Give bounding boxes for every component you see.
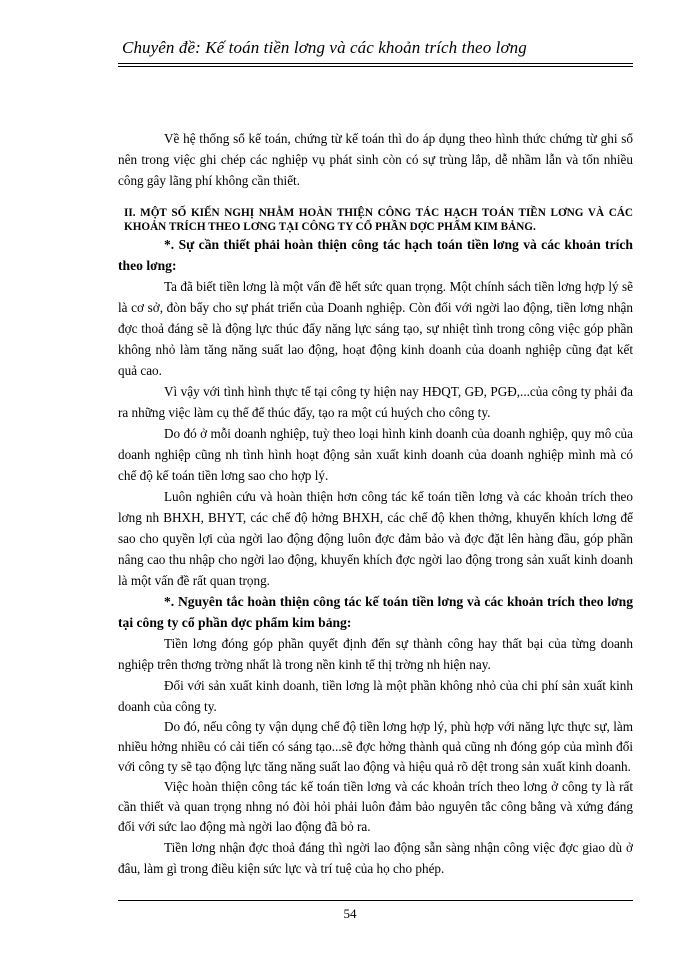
document-body — [118, 128, 633, 879]
intro-paragraph: Về hệ thống sổ kế toán, chứng từ kế toán thì do áp dụng theo hình thức chứng từ ghi sổ nên trong việc ghi chép các nghiệp vụ phát sinh còn có sự trùng lắp, dễ nhầm lẫn và tốn nhiều công gây lãng phí không cần thiết. — [118, 131, 633, 188]
paragraph-2: Vì vậy với tình hình thực tế tại công ty hiện nay HĐQT, GĐ, PGĐ,...của công ty phải đa ra những việc làm cụ thể để thúc đẩy, tạo ra một cú huých cho công ty. — [118, 384, 633, 420]
paragraph-1: Ta đã biết tiền lơng là một vấn đề hết sức quan trọng. Một chính sách tiền lơng hợp lý sẽ là cơ sở, đòn bẩy cho sự phát triển của Doanh nghiệp. Còn đối với ngời lao động, tiền lơng nhận đợc thoả đáng sẽ là động lực thúc đẩy năng lực sáng tạo, sự nhiệt tình trong công việc góp phần không nhỏ làm tăng năng suất lao động, hoạt động kinh doanh của doanh nghiệp cũng đạt kết quả cao. — [118, 279, 633, 378]
subheading-principles: *. Nguyên tắc hoàn thiện công tác kế toán tiền lơng và các khoản trích theo lơng tại công ty cổ phần dợc phẩm kim bảng: — [118, 594, 633, 630]
subheading-necessity: *. Sự cần thiết phải hoàn thiện công tác hạch toán tiền lơng và các khoản trích theo lơng: — [118, 237, 633, 273]
page-number: 54 — [343, 906, 357, 921]
paragraph-8: Việc hoàn thiện công tác kế toán tiền lơng và các khoản trích theo lơng ở công ty là rất cần thiết và quan trọng nhng nó đòi hỏi phải luôn đảm bảo nguyên tắc công bằng và xứng đáng đối với sức lao động mà ngời lao động đã bỏ ra. — [118, 779, 633, 834]
paragraph-9: Tiền lơng nhận đợc thoả đáng thì ngời lao động sẵn sàng nhận công việc đợc giao dù ở đâu, làm gì trong điều kiện sức lực và trí tuệ của họ cho phép. — [118, 840, 633, 876]
paragraph-5: Tiền lơng đóng góp phần quyết định đến sự thành công hay thất bại của từng doanh nghiệp trên thơng trờng nhất là trong nền kinh tế thị trờng nh hiện nay. — [118, 636, 633, 672]
section-heading: II. MỘT SỐ KIẾN NGHỊ NHẰM HOÀN THIỆN CÔNG TÁC HẠCH TOÁN TIỀN LƠNG VÀ CÁC KHOẢN TRÍCH THEO LƠNG TẠI CÔNG TY CỔ PHẦN DỢC PHẨM KIM BẢNG. — [124, 207, 633, 233]
paragraph-4: Luôn nghiên cứu và hoàn thiện hơn công tác kế toán tiền lơng và các khoản trích theo lơng nh BHXH, BHYT, các chế độ hởng BHXH, các chế độ khen thởng, khuyến khích lơng để sao cho quyền lợi của ngời lao động động luôn đợc đảm bảo và đợc đặt lên hàng đầu, góp phần nâng cao thu nhập cho ngời lao động, khuyến khích đợc ngời lao động trong sản xuất kinh doanh là một vấn đề rất quan trọng. — [118, 489, 633, 588]
footer-rule — [118, 900, 633, 901]
paragraph-3: Do đó ở mỗi doanh nghiệp, tuỳ theo loại hình kinh doanh của doanh nghiệp, quy mô của doanh nghiệp cũng nh tình hình hoạt động sản xuất kinh doanh của doanh nghiệp mình mà có chế độ kế toán tiền lơng sao cho hợp lý. — [118, 426, 633, 483]
page-header-title: Chuyên đề: Kế toán tiền lơng và các khoản trích theo lơng — [122, 38, 527, 57]
paragraph-7: Do đó, nếu công ty vận dụng chế độ tiền lơng hợp lý, phù hợp với năng lực thực sự, làm nhiều hởng nhiều có cải tiến có sáng tạo...sẽ đợc hởng thành quả cũng nh đóng góp của mình đối với công ty sẽ tạo động lực tăng năng suất lao động và hiệu quả rõ dệt trong sản xuất kinh doanh. — [118, 719, 633, 774]
header-rule-double — [118, 66, 633, 67]
header-rule — [118, 63, 633, 64]
paragraph-6: Đối với sản xuất kinh doanh, tiền lơng là một phần không nhỏ của chi phí sản xuất kinh doanh của công ty. — [118, 678, 633, 714]
